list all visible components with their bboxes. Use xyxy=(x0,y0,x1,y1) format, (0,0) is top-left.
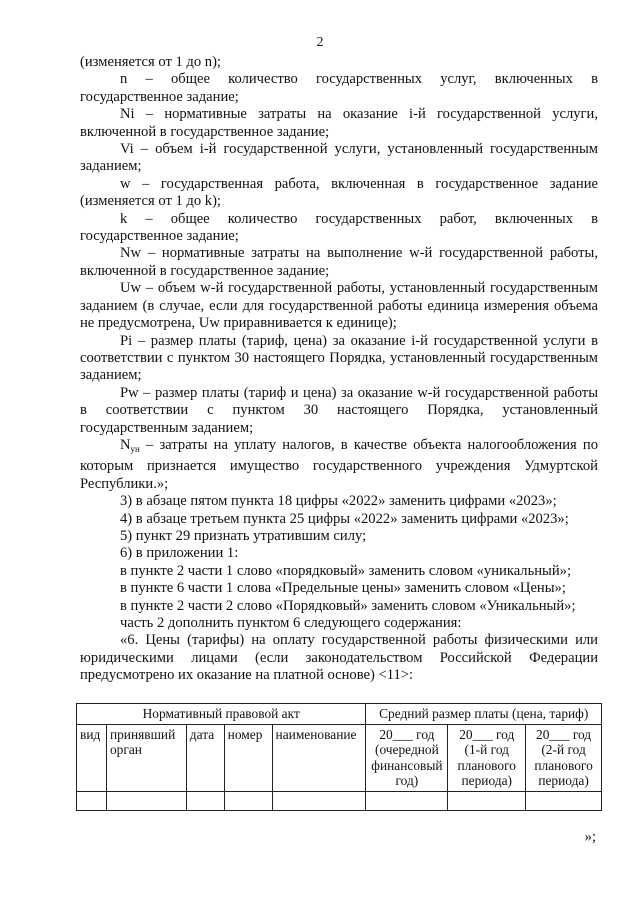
amendment-item: в пункте 6 части 1 слова «Предельные цены» заменить словом «Цены»; xyxy=(120,580,566,597)
amendment-item: 6) в приложении 1: xyxy=(120,545,239,562)
table-cell xyxy=(77,791,107,810)
paragraph: Nw – нормативные затраты на выполнение w-й государственной работы, включенной в государственное задание; xyxy=(80,245,598,279)
column-header-period-1 xyxy=(366,724,448,791)
column-header-period-2 xyxy=(448,724,526,791)
paragraph: Vi – объем i-й государственной услуги, установленный государственным заданием; xyxy=(80,141,598,175)
paragraph: Pi – размер платы (тариф, цена) за оказание i-й государственной услуги в соответствии с пунктом 30 настоящего Порядка, установленный государственным заданием; xyxy=(80,332,598,384)
pricing-table xyxy=(76,703,602,811)
amendment-item: «6. Цены (тарифы) на оплату государственной работы физическими или юридическими лицами (если законодательством Российской Федерации предусмотрено их оказание на платной основе) <11>: xyxy=(80,632,598,684)
amendment-item: в пункте 2 части 1 слово «порядковый» заменить словом «уникальный»; xyxy=(120,562,572,579)
amendment-item: 5) пункт 29 признать утратившим силу; xyxy=(120,527,367,544)
table-cell xyxy=(448,791,526,810)
table-group-header-left: Нормативный правовой акт xyxy=(77,704,366,725)
amendment-item: 3) в абзаце пятом пункта 18 цифры «2022» заменить цифрами «2023»; xyxy=(120,493,557,510)
paragraph: n – общее количество государственных услуг, включенных в государственное задание; xyxy=(80,71,598,105)
column-header-date: дата xyxy=(186,724,224,791)
column-header-period-3 xyxy=(526,724,602,791)
paragraph: w – государственная работа, включенная в государственное задание (изменяется от 1 до k); xyxy=(80,175,598,210)
table-subheader-row xyxy=(77,724,602,791)
amendment-item: часть 2 дополнить пунктом 6 следующего содержания: xyxy=(120,615,462,631)
table-cell xyxy=(186,791,224,810)
nun-symbol: N xyxy=(120,436,131,453)
amendment-item: 4) в абзаце третьем пункта 25 цифры «2022» заменить цифрами «2023»; xyxy=(120,510,569,527)
document-body xyxy=(80,54,598,685)
paragraph: k – общее количество государственных работ, включенных в государственное задание; xyxy=(80,210,598,245)
period-label: (1-й год планового периода) xyxy=(457,742,516,788)
nun-paragraph xyxy=(80,437,598,493)
period-label: (2-й год планового периода) xyxy=(534,742,593,788)
period-year: 20___ год xyxy=(379,726,435,742)
table-cell xyxy=(224,791,272,810)
nun-text: – затраты на уплату налогов, в качестве объекта налогообложения по которым признается имущество государственного учреждения Удмуртской Республики.»; xyxy=(80,436,598,492)
column-header-number: номер xyxy=(224,724,272,791)
period-year: 20___ год xyxy=(459,726,515,742)
table-group-header-right: Средний размер платы (цена, тариф) xyxy=(366,704,602,725)
page-number: 2 xyxy=(316,35,324,50)
column-header-organ: принявший орган xyxy=(106,724,186,791)
period-label: (очередной финансовый год) xyxy=(371,742,443,788)
table-row xyxy=(77,791,602,810)
paragraph: (изменяется от 1 до n); xyxy=(80,54,221,70)
table-cell xyxy=(272,791,366,810)
nun-subscript: ун xyxy=(130,443,140,454)
table-cell xyxy=(366,791,448,810)
amendment-item: в пункте 2 части 2 слово «Порядковый» заменить словом «Уникальный»; xyxy=(120,597,576,614)
period-year: 20___ год xyxy=(536,726,592,742)
table-cell xyxy=(526,791,602,810)
table-header-row xyxy=(77,704,602,725)
table-cell xyxy=(106,791,186,810)
paragraph: Ni – нормативные затраты на оказание i-й государственной услуги, включенной в государственное задание; xyxy=(80,106,598,140)
column-header-name: наименование xyxy=(272,724,366,791)
closing-quote: »; xyxy=(584,829,596,845)
paragraph: Pw – размер платы (тариф и цена) за оказание w-й государственной работы в соответствии с пунктом 30 настоящего Порядка, установленный государственным заданием; xyxy=(80,384,598,436)
paragraph: Uw – объем w-й государственной работы, установленный государственным заданием (в случае, если для государственной работы единица измерения объема не предусмотрена, Uw приравнивается к единице); xyxy=(80,280,598,332)
column-header-vid: вид xyxy=(77,724,107,791)
